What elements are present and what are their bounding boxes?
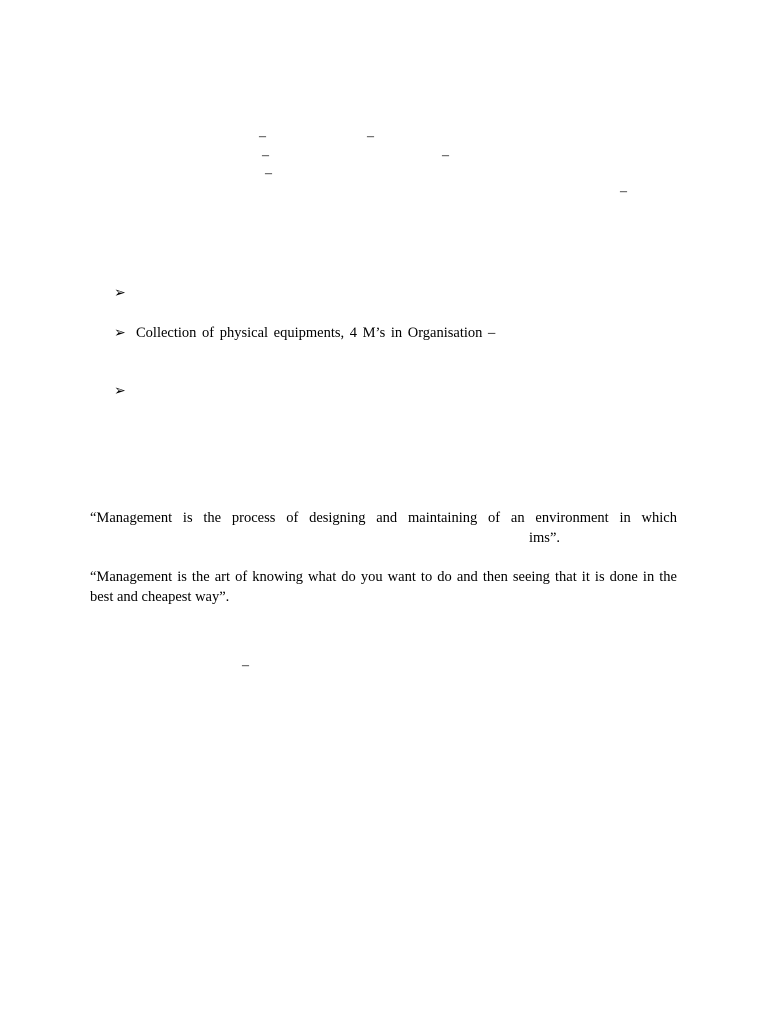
quote-paragraph-1	[90, 508, 677, 548]
dash-6: –	[620, 184, 627, 199]
quote-1-line-2: ims”.	[529, 530, 561, 546]
quote-paragraph-2	[90, 567, 677, 607]
dash-1: –	[259, 129, 266, 144]
arrow-bullet-icon: ➢	[114, 383, 126, 399]
bullet-text-2: Collection of physical equipments, 4 M’s in Organisation –	[136, 325, 496, 341]
quote-2-line-2: best and cheapest way”.	[90, 589, 230, 605]
quote-2-line-1: “Management is the art of knowing what do you want to do and then seeing that it is done in the	[90, 569, 677, 585]
quote-1-line-1: “Management is the process of designing and maintaining of an environment in which	[90, 510, 677, 526]
dash-5: –	[265, 166, 272, 181]
dash-2: –	[367, 129, 374, 144]
dash-bottom: –	[242, 658, 249, 673]
dash-4: –	[442, 148, 449, 163]
dash-3: –	[262, 148, 269, 163]
arrow-bullet-icon: ➢	[114, 285, 126, 301]
arrow-bullet-icon: ➢	[114, 325, 126, 341]
